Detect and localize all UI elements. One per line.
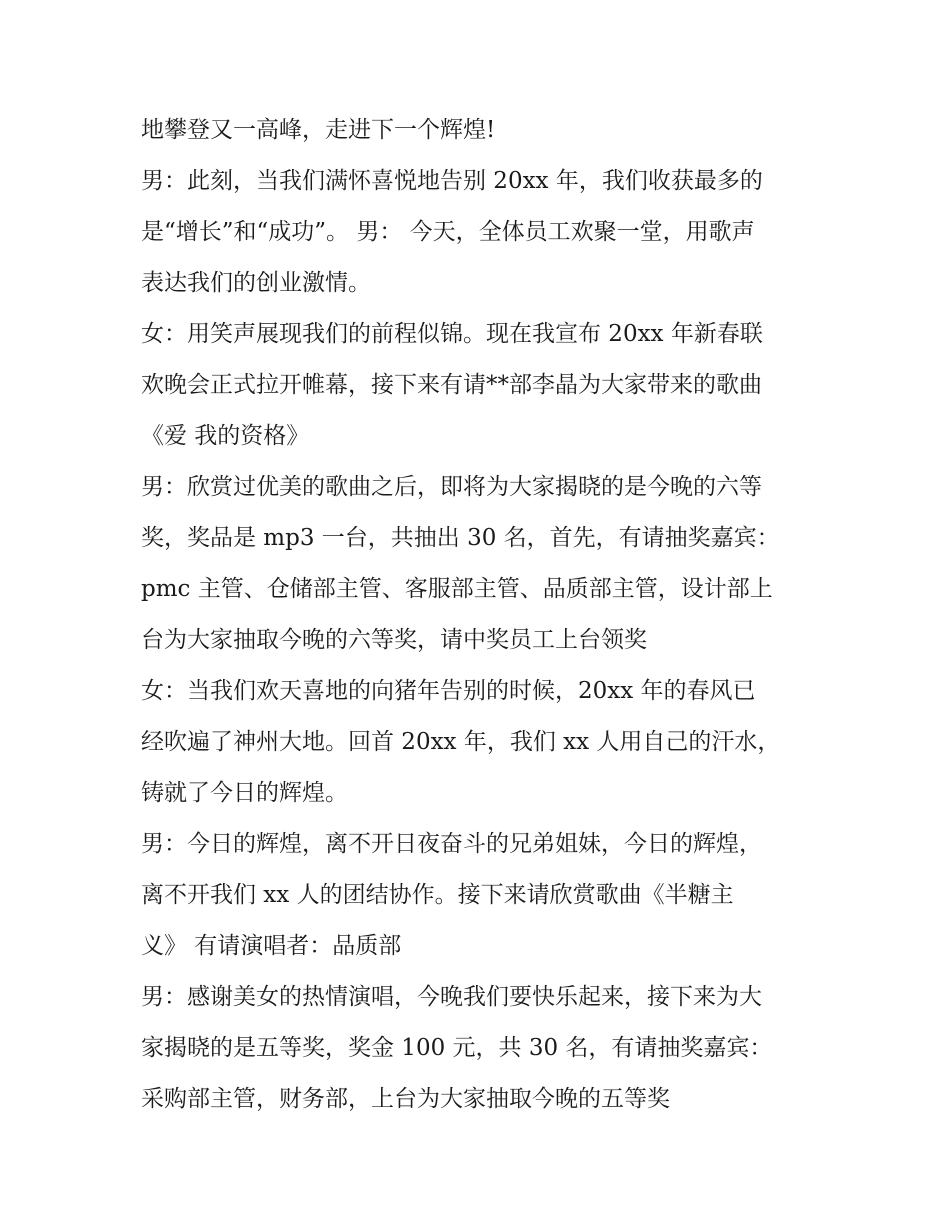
text-line: 欢晚会正式拉开帷幕，接下来有请**部李晶为大家带来的歌曲 [141,372,762,398]
text-line: 是“增长”和“成功”。 男： 今天，全体员工欢聚一堂，用歌声 [141,219,755,245]
text-line: 男：感谢美女的热情演唱，今晚我们要快乐起来，接下来为大 [141,984,762,1010]
text-line: 奖，奖品是 mp3 一台，共抽出 30 名，首先，有请抽奖嘉宾： [141,525,780,551]
text-line: 铸就了今日的辉煌。 [141,780,348,806]
text-line: 女：用笑声展现我们的前程似锦。现在我宣布 20xx 年新春联 [141,321,763,347]
text-line: 男：欣赏过优美的歌曲之后，即将为大家揭晓的是今晚的六等 [141,474,762,500]
text-line: 男：此刻，当我们满怀喜悦地告别 20xx 年，我们收获最多的 [141,168,763,194]
text-line: 经吹遍了神州大地。回首 20xx 年，我们 xx 人用自己的汗水， [141,729,781,755]
text-line: 《爱 我的资格》 [141,423,310,449]
document-body [141,105,821,1125]
text-line: pmc 主管、仓储部主管、客服部主管、品质部主管，设计部上 [141,576,773,602]
text-line: 女：当我们欢天喜地的向猪年告别的时候，20xx 年的春风已 [141,678,756,704]
text-line: 男：今日的辉煌，离不开日夜奋斗的兄弟姐妹，今日的辉煌， [141,831,762,857]
text-line: 台为大家抽取今晚的六等奖，请中奖员工上台领奖 [141,627,647,653]
text-line: 采购部主管，财务部，上台为大家抽取今晚的五等奖 [141,1086,670,1112]
text-line: 离不开我们 xx 人的团结协作。接下来请欣赏歌曲《半糖主 [141,882,734,908]
text-line: 地攀登又一高峰，走进下一个辉煌! [141,117,496,143]
text-line: 义》 有请演唱者：品质部 [141,933,402,959]
text-line: 表达我们的创业激情。 [141,270,371,296]
text-line: 家揭晓的是五等奖，奖金 100 元，共 30 名，有请抽奖嘉宾： [141,1035,773,1061]
